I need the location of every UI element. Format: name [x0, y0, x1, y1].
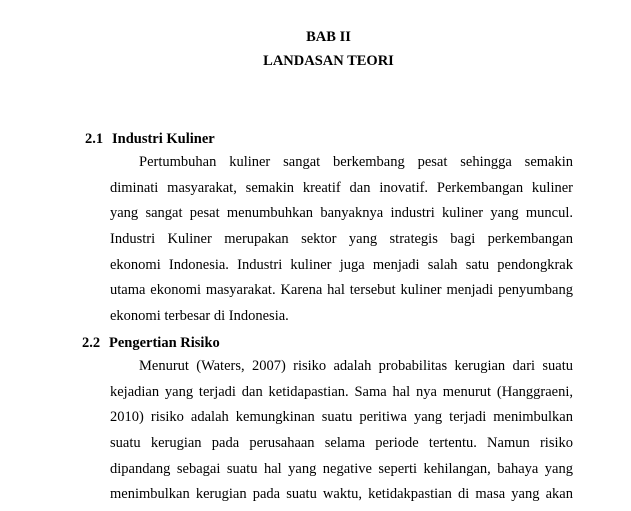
section-title: Pengertian Risiko	[109, 335, 220, 351]
paragraph-line: 2010) risiko adalah kemungkinan suatu peritiwa yang terjadi menimbulkan	[110, 409, 573, 426]
section-heading-2-2	[82, 335, 220, 352]
section-number: 2.1	[85, 131, 104, 147]
section-title: Industri Kuliner	[112, 131, 215, 147]
paragraph-line: suatu kerugian pada perusahaan selama periode tertentu. Namun risiko	[110, 435, 573, 452]
paragraph-line: yang sangat pesat menumbuhkan banyaknya industri kuliner yang muncul.	[110, 205, 573, 222]
paragraph-line: menimbulkan kerugian pada suatu waktu, ketidakpastian di masa yang akan	[110, 486, 573, 503]
paragraph-line: Pertumbuhan kuliner sangat berkembang pesat sehingga semakin	[139, 154, 573, 170]
paragraph-line: diminati masyarakat, semakin kreatif dan inovatif. Perkembangan kuliner	[110, 179, 573, 196]
paragraph-line: Industri Kuliner merupakan sektor yang strategis bagi perkembangan	[110, 231, 573, 248]
paragraph-line: ekonomi terbesar di Indonesia.	[110, 308, 289, 325]
paragraph-line: utama ekonomi masyarakat. Karena hal tersebut kuliner menjadi penyumbang	[110, 282, 573, 299]
paragraph-line: kejadian yang terjadi dan ketidapastian. Sama hal nya menurut (Hanggraeni,	[110, 383, 573, 400]
section-heading-2-1	[85, 131, 215, 148]
paragraph-line: ekonomi Indonesia. Industri kuliner juga menjadi salah satu pendongkrak	[110, 256, 573, 273]
section-2-2-paragraph	[110, 354, 573, 508]
chapter-number: BAB II	[306, 29, 351, 45]
paragraph-line: Menurut (Waters, 2007) risiko adalah probabilitas kerugian dari suatu	[139, 358, 573, 374]
chapter-title: LANDASAN TEORI	[263, 53, 394, 69]
paragraph-line: dipandang sebagai suatu hal yang negative seperti kehilangan, bahaya yang	[110, 460, 573, 477]
section-number: 2.2	[82, 335, 101, 351]
section-2-1-paragraph	[110, 150, 573, 330]
